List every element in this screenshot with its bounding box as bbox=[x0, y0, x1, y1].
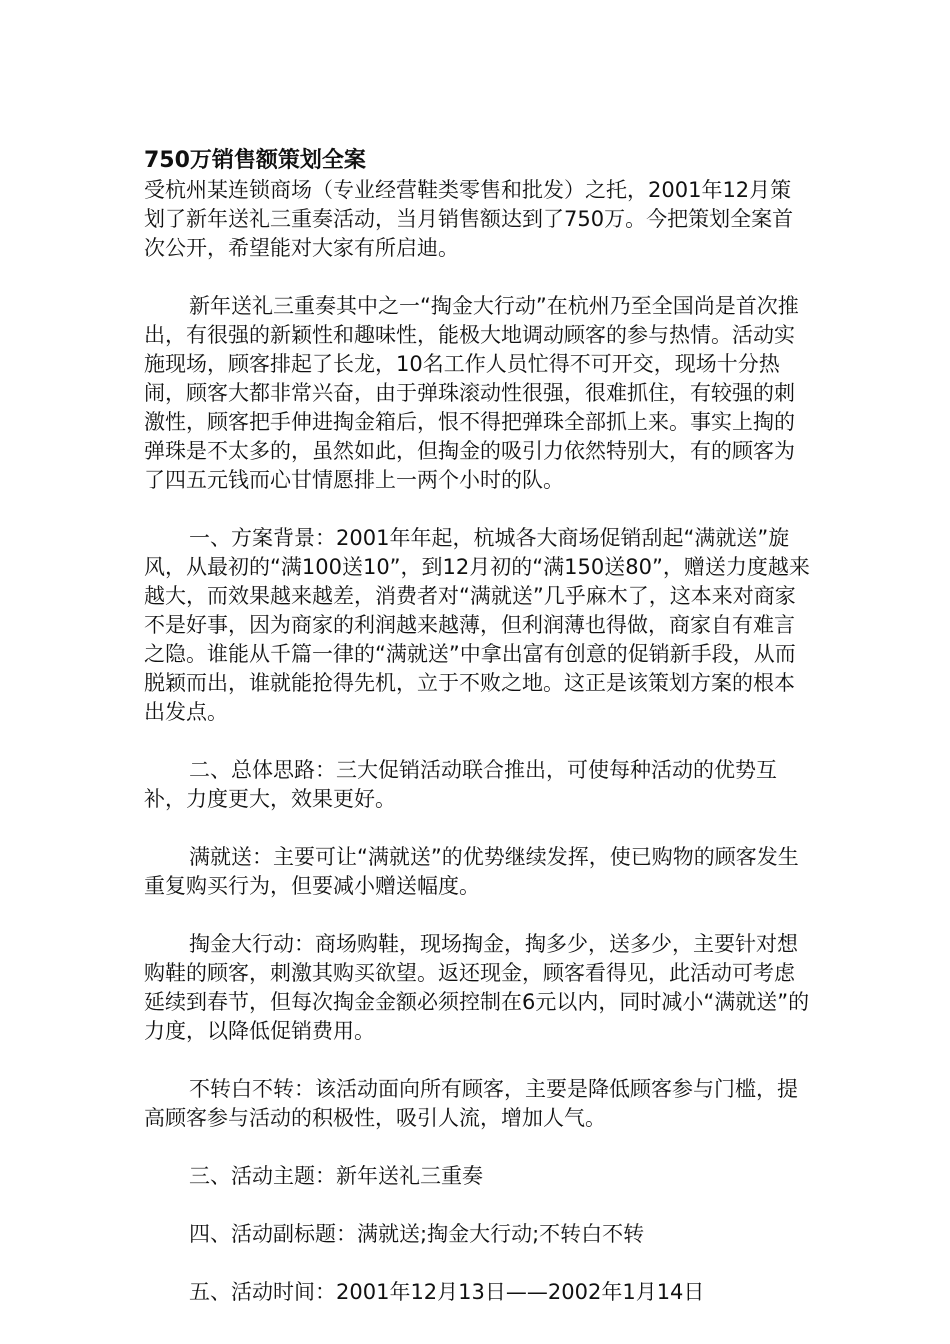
activity-time-paragraph: 五、活动时间：2001年12月13日——2002年1月14日 bbox=[189, 1280, 705, 1304]
activity-subtitle-paragraph: 四、活动副标题：满就送;掏金大行动;不转白不转 bbox=[189, 1222, 645, 1246]
document-title: 750万销售额策划全案 bbox=[144, 148, 366, 173]
activity-overview-paragraph: 新年送礼三重奏其中之一“掏金大行动”在杭州乃至全国尚是首次推出，有很强的新颖性和趣味性，能极大地调动顾客的参与热情。活动实施现场，顾客排起了长龙，10名工作人员忙得不可开交，现场十分热闹，顾客大都非常兴奋，由于弹珠滚动性很强，很难抓住，有较强的刺激性，顾客把手伸进掏金箱后，恨不得把弹珠全部抓上来。事实上掏的弹珠是不太多的，虽然如此，但掏金的吸引力依然特别大，有的顾客为了四五元钱而心甘情愿排上一两个小时的队。 bbox=[144, 294, 799, 492]
gold-digging-paragraph: 掏金大行动：商场购鞋，现场掏金，掏多少，送多少，主要针对想购鞋的顾客，刺激其购买欲望。返还现金，顾客看得见，此活动可考虑延续到春节，但每次掏金金额必须控制在6元以内，同时减小“满就送”的力度，以降低促销费用。 bbox=[144, 932, 810, 1043]
document-body bbox=[144, 176, 810, 1307]
intro-paragraph: 受杭州某连锁商场（专业经营鞋类零售和批发）之托，2001年12月策划了新年送礼三重奏活动，当月销售额达到了750万。今把策划全案首次公开，希望能对大家有所启迪。 bbox=[144, 178, 794, 260]
spin-wheel-paragraph: 不转白不转：该活动面向所有顾客，主要是降低顾客参与门槛，提高顾客参与活动的积极性，吸引人流，增加人气。 bbox=[144, 1077, 798, 1130]
activity-theme-paragraph: 三、活动主题：新年送礼三重奏 bbox=[189, 1164, 483, 1188]
plan-background-paragraph: 一、方案背景：2001年年起，杭城各大商场促销刮起“满就送”旋风，从最初的“满100送10”，到12月初的“满150送80”，赠送力度越来越大，而效果越来越差，消费者对“满就送”几乎麻木了，这本来对商家不是好事，因为商家的利润越来越薄，但利润薄也得做，商家自有难言之隐。谁能从千篇一律的“满就送”中拿出富有创意的促销新手段，从而脱颖而出，谁就能抢得先机，立于不败之地。这正是该策划方案的根本出发点。 bbox=[144, 526, 810, 724]
full-gift-paragraph: 满就送：主要可让“满就送”的优势继续发挥，使已购物的顾客发生重复购买行为，但要减小赠送幅度。 bbox=[144, 845, 799, 898]
overall-approach-paragraph: 二、总体思路：三大促销活动联合推出，可使每种活动的优势互补，力度更大，效果更好。 bbox=[144, 758, 777, 811]
